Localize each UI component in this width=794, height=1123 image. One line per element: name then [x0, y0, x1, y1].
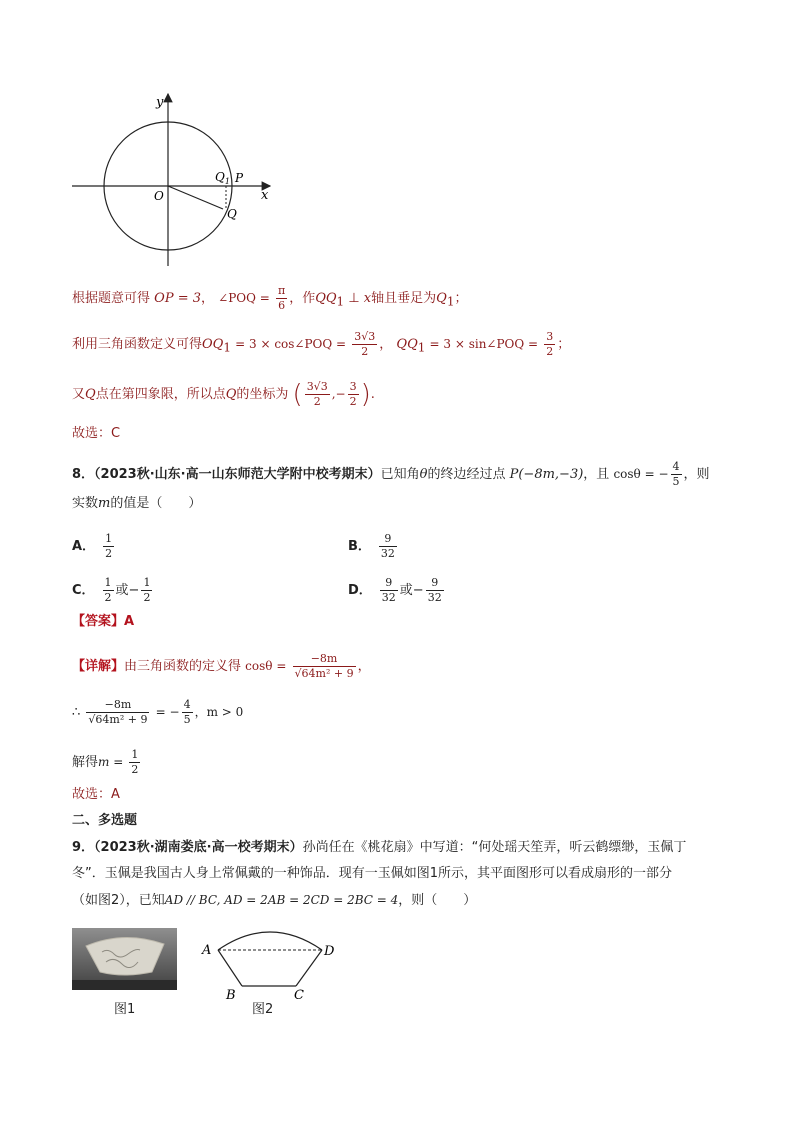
- q1-label: $Q_1$: [215, 170, 230, 186]
- side-ab: [218, 950, 242, 986]
- q8-choice: 故选：A: [72, 787, 120, 802]
- q9-stem-line-1: 9．（2023秋·湖南娄底·高一校考期末）孙尚任在《桃花扇》中写道：“何处瑶天笙弄，听云鹤缥缈，玉佩丁: [72, 840, 687, 855]
- pendant-shape: [72, 928, 177, 990]
- q-label: Q: [227, 207, 237, 221]
- sector-diagram: [200, 916, 340, 1004]
- q7-solution-line-3: 又Q点在第四象限，所以点Q的坐标为 ( $\frac{3√3}{2}$ ,− $\frac{3}{2}$ ).: [72, 379, 375, 410]
- q9-stem-line-3: （如图2），已知AD // BC, AD = 2AB = 2CD = 2BC = 4，则（ ）: [72, 893, 477, 908]
- q7-solution-line-1: 根据题意可得 OP = 3， ∠POQ = $\frac{\pi}{6}$ ，作$QQ_1$ ⊥ x轴且垂足为$Q_1$；: [72, 284, 468, 312]
- figure-1-caption: 图1: [114, 1002, 136, 1017]
- q8-option-d[interactable]: D． $\frac{9}{32}$ 或− $\frac{9}{32}$: [348, 576, 442, 604]
- unit-circle-figure: [60, 88, 290, 270]
- q8-option-c[interactable]: C． $\frac{1}{2}$ 或− $\frac{1}{2}$: [72, 576, 151, 604]
- label-b: B: [226, 988, 236, 1003]
- axis-y-label: y: [156, 95, 164, 110]
- q9-stem-line-2: 冬”．玉佩是我国古人身上常佩戴的一种饰品．现有一玉佩如图1所示，其平面图形可以看成扇形的一部分: [72, 866, 673, 881]
- origin-label: O: [154, 189, 164, 203]
- label-c: C: [294, 988, 304, 1003]
- arc-ad: [218, 932, 322, 950]
- q7-choice: 故选：C: [72, 426, 121, 441]
- jade-pendant-photo: [72, 928, 177, 990]
- q8-stem-line-1: 8．（2023秋·山东·高一山东师范大学附中校考期末）已知角θ的终边经过点 P(−8m,−3)，且 cosθ = − $\frac{4}{5}$ ，则: [72, 460, 710, 488]
- q8-answer: 【答案】A: [72, 614, 135, 629]
- q8-option-a[interactable]: A． $\frac{1}{2}$: [72, 532, 113, 560]
- q8-detail-line-1: 【详解】由三角函数的定义得 cosθ = $\frac{-8m}{\text{√64m² + 9}}$ ，: [72, 652, 371, 680]
- segment-oq: [168, 186, 223, 209]
- figure-2-caption: 图2: [252, 1002, 274, 1017]
- q8-detail-line-2: ∴ $\frac{-8m}{\text{√64m² + 9}}$ = − $\frac{4}{5}$ ，m > 0: [72, 698, 244, 726]
- fraction-pi-6: $\frac{\pi}{6}$: [277, 284, 286, 312]
- q8-option-b[interactable]: B． $\frac{9}{32}$: [348, 532, 395, 560]
- label-d: D: [324, 944, 335, 959]
- axis-x-label: x: [261, 188, 269, 203]
- q7-solution-line-2: 利用三角函数定义可得$OQ_1 = 3$ × cos∠POQ = $\frac{3√3}{2}$ ， $QQ_1 = 3$ × sin∠POQ = $\frac{3}{2}$ ；: [72, 330, 571, 358]
- section-title: 二、多选题: [72, 813, 138, 828]
- p-label: P: [235, 171, 244, 185]
- side-cd: [296, 950, 322, 986]
- q8-solve: 解得m = $\frac{1}{2}$: [72, 748, 139, 776]
- q8-stem-line-2: 实数m的值是（ ）: [72, 496, 202, 511]
- label-a: A: [202, 943, 212, 958]
